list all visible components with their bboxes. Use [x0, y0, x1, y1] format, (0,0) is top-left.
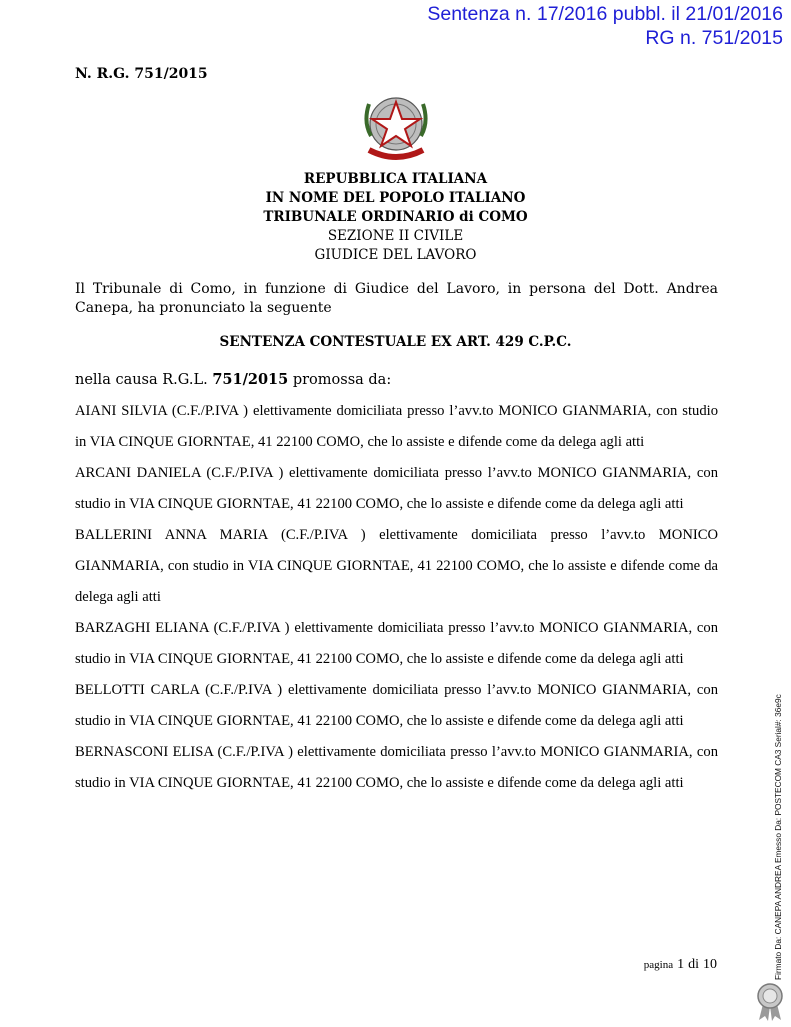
digital-signature-note: Firmato Da: CANEPA ANDREA Emesso Da: POSTECOM CA3 Serial#: 36e9c	[773, 694, 783, 980]
heading-tribunal: TRIBUNALE ORDINARIO di COMO	[263, 209, 528, 225]
case-line	[75, 371, 391, 388]
sentence-title: SENTENZA CONTESTUALE EX ART. 429 C.P.C.	[219, 334, 572, 350]
party-item: BARZAGHI ELIANA (C.F./P.IVA ) elettivamente domiciliata presso l’avv.to MONICO GIANMARIA, con studio in VIA CINQUE GIORNTAE, 41 22100 COMO, che lo assiste e difende come da delega agli atti	[75, 620, 718, 667]
case-number: 751/2015	[212, 371, 289, 388]
party-item: BALLERINI ANNA MARIA (C.F./P.IVA ) elettivamente domiciliata presso l’avv.to MONICO GIANMARIA, con studio in VIA CINQUE GIORNTAE, 41 22100 COMO, che lo assiste e difende come da delega agli atti	[75, 527, 718, 605]
party-item: BERNASCONI ELISA (C.F./P.IVA ) elettivamente domiciliata presso l’avv.to MONICO GIANMARIA, con studio in VIA CINQUE GIORNTAE, 41 22100 COMO, che lo assiste e difende come da delega agli atti	[75, 744, 718, 791]
parties-list	[75, 396, 718, 799]
page-total: 10	[703, 957, 717, 972]
rosette-seal-icon	[754, 982, 786, 1022]
rg-number: N. R.G. 751/2015	[75, 66, 208, 82]
italian-republic-emblem-icon	[357, 84, 435, 168]
heading-section: SEZIONE II CIVILE	[327, 228, 464, 244]
heading-people: IN NOME DEL POPOLO ITALIANO	[265, 190, 526, 206]
page-current: 1	[677, 957, 685, 972]
stamp-line-1: Sentenza n. 17/2016 pubbl. il 21/01/2016	[427, 3, 783, 25]
party-item: ARCANI DANIELA (C.F./P.IVA ) elettivamente domiciliata presso l’avv.to MONICO GIANMARIA, con studio in VIA CINQUE GIORNTAE, 41 22100 COMO, che lo assiste e difende come da delega agli atti	[75, 465, 718, 512]
heading-republic: REPUBBLICA ITALIANA	[303, 171, 488, 187]
court-heading	[0, 170, 791, 265]
case-suffix: promossa da:	[292, 372, 392, 388]
page-number	[644, 955, 717, 973]
publication-stamp	[427, 2, 783, 50]
heading-judge: GIUDICE DEL LAVORO	[314, 247, 477, 263]
case-prefix: nella causa R.G.L.	[75, 372, 208, 388]
page-label: pagina	[643, 959, 674, 971]
intro-paragraph: Il Tribunale di Como, in funzione di Giudice del Lavoro, in persona del Dott. Andrea Canepa, ha pronunciato la seguente	[75, 281, 718, 316]
page-separator: di	[688, 957, 699, 972]
party-item: BELLOTTI CARLA (C.F./P.IVA ) elettivamente domiciliata presso l’avv.to MONICO GIANMARIA, con studio in VIA CINQUE GIORNTAE, 41 22100 COMO, che lo assiste e difende come da delega agli atti	[75, 682, 718, 729]
stamp-line-2: RG n. 751/2015	[645, 27, 783, 49]
party-item: AIANI SILVIA (C.F./P.IVA ) elettivamente domiciliata presso l’avv.to MONICO GIANMARIA, con studio in VIA CINQUE GIORNTAE, 41 22100 COMO, che lo assiste e difende come da delega agli atti	[75, 403, 718, 450]
